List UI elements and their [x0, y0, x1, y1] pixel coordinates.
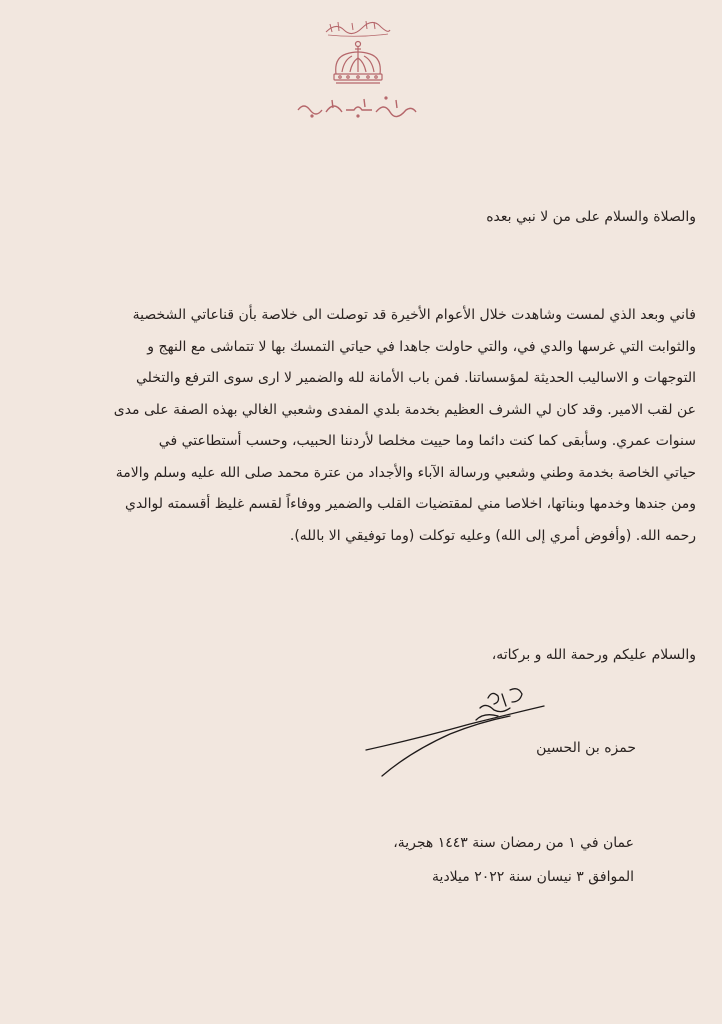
body-line: والثوابت التي غرسها والدي في، والتي حاولت جاهدا في حياتي التمسك بها لا تتماشى مع النهج و	[147, 338, 696, 355]
crown-emblem-icon	[328, 40, 388, 86]
body-line: عن لقب الامير. وقد كان لي الشرف العظيم بخدمة بلدي المفدى وشعبي الغالي بهذه الصفة على مدى	[113, 401, 696, 418]
salutation-line: والصلاة والسلام على من لا نبي بعده	[486, 209, 696, 225]
date-gregorian: الموافق ٣ نيسان سنة ٢٠٢٢ ميلادية	[432, 869, 634, 885]
date-hijri: عمان في ١ من رمضان سنة ١٤٤٣ هجرية،	[393, 835, 634, 851]
body-line: ومن جندها وخدمها وبناتها، اخلاصا مني لمقتضيات القلب والضمير ووفاءاً لقسم غليظ أقسمته لوالدي	[125, 496, 696, 512]
bismillah-calligraphy	[322, 16, 394, 38]
letterhead-name-calligraphy	[292, 94, 422, 120]
body-line: فاني وبعد الذي لمست وشاهدت خلال الأعوام الأخيرة قد توصلت الى خلاصة بأن قناعاتي الشخصية	[132, 307, 696, 323]
signer-name: حمزه بن الحسين	[536, 740, 636, 756]
body-line: حياتي الخاصة بخدمة وطني وشعبي ورسالة الآباء والأجداد من عترة محمد صلى الله عليه وسلم والامة	[115, 464, 696, 481]
signature-mark	[360, 680, 550, 780]
closing-line: والسلام عليكم ورحمة الله و بركاته،	[491, 647, 696, 663]
letter-body	[36, 300, 696, 552]
body-line: التوجهات و الاساليب الحديثة لمؤسساتنا. فمن باب الأمانة لله والضمير لا ارى سوى الترفع والتخلي	[136, 370, 696, 386]
body-line: رحمه الله. (وأفوض أمري إلى الله) وعليه توكلت (وما توفيقي الا بالله).	[289, 527, 696, 544]
body-line: سنوات عمري. وسأبقى كما كنت دائما وما حييت مخلصا لأردننا الحبيب، وحسب أستطاعتي في	[158, 433, 696, 449]
